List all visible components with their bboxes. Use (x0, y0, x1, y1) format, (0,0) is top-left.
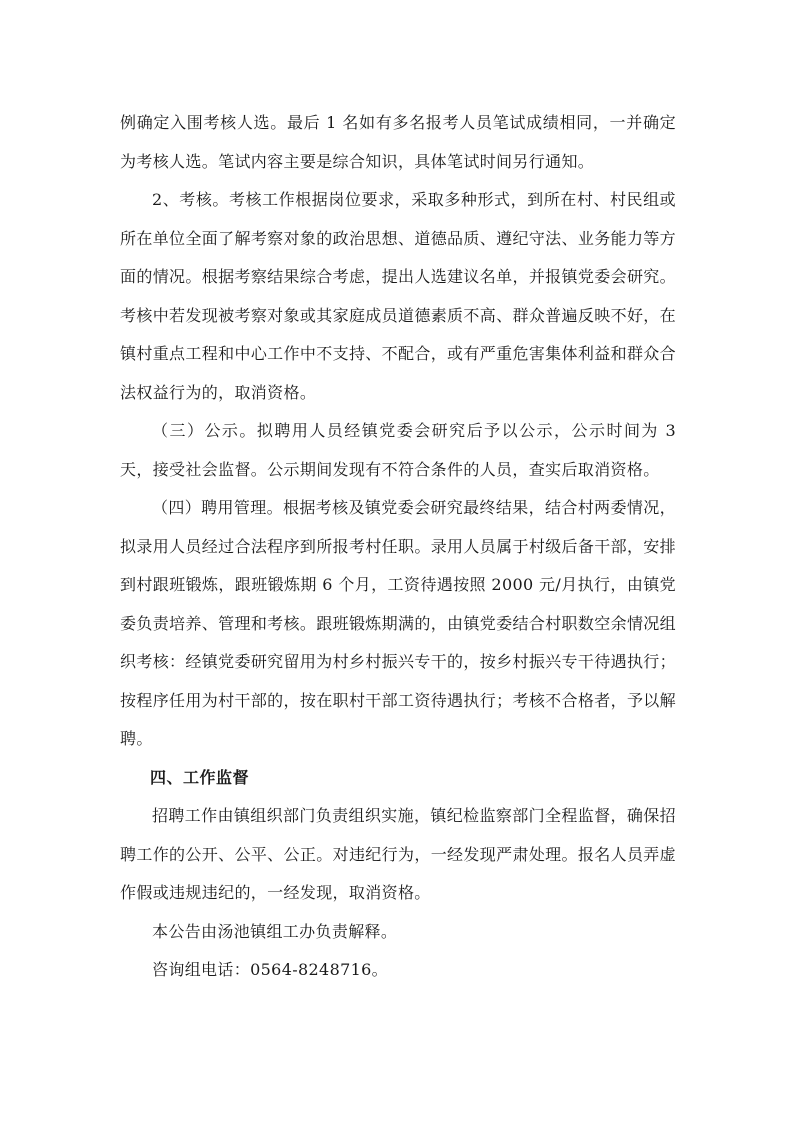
paragraph-assessment: 2、考核。考核工作根据岗位要求，采取多种形式，到所在村、村民组或所在单位全面了解考察对象的政治思想、道德品质、遵纪守法、业务能力等方面的情况。根据考察结果综合考虑，提出人选建议名单，并报镇党委会研究。考核中若发现被考察对象或其家庭成员道德素质不高、群众普遍反映不好，在镇村重点工程和中心工作中不支持、不配合，或有严重危害集体利益和群众合法权益行为的，取消资格。 (120, 190, 676, 402)
section-heading-supervision: 四、工作监督 (150, 767, 250, 787)
paragraph-contact-phone: 咨询组电话：0564-8248716。 (152, 960, 389, 979)
paragraph-supervision: 招聘工作由镇组织部门负责组织实施，镇纪检监察部门全程监督，确保招聘工作的公开、公平、公正。对违纪行为，一经发现严肃处理。报名人员弄虚作假或违规违纪的，一经发现，取消资格。 (120, 806, 676, 902)
paragraph-continuation: 例确定入围考核人选。最后 1 名如有多名报考人员笔试成绩相同，一并确定为考核人选。笔试内容主要是综合知识，具体笔试时间另行通知。 (120, 113, 676, 171)
paragraph-interpretation: 本公告由汤池镇组工办负责解释。 (152, 921, 398, 941)
document-body (120, 104, 676, 990)
paragraph-publicity: （三）公示。拟聘用人员经镇党委会研究后予以公示，公示时间为 3 天，接受社会监督。公示期间发现有不符合条件的人员，查实后取消资格。 (120, 421, 676, 479)
paragraph-employment-management: （四）聘用管理。根据考核及镇党委会研究最终结果，结合村两委情况，拟录用人员经过合法程序到所报考村任职。录用人员属于村级后备干部，安排到村跟班锻炼，跟班锻炼期 6 个月，工资待遇按照 2000 元/月执行，由镇党委负责培养、管理和考核。跟班锻炼期满的，由镇党委结合村职数空余情况组织考核：经镇党委研究留用为村乡村振兴专干的，按乡村振兴专干待遇执行；按程序任用为村干部的，按在职村干部工资待遇执行；考核不合格者，予以解聘。 (120, 498, 676, 748)
